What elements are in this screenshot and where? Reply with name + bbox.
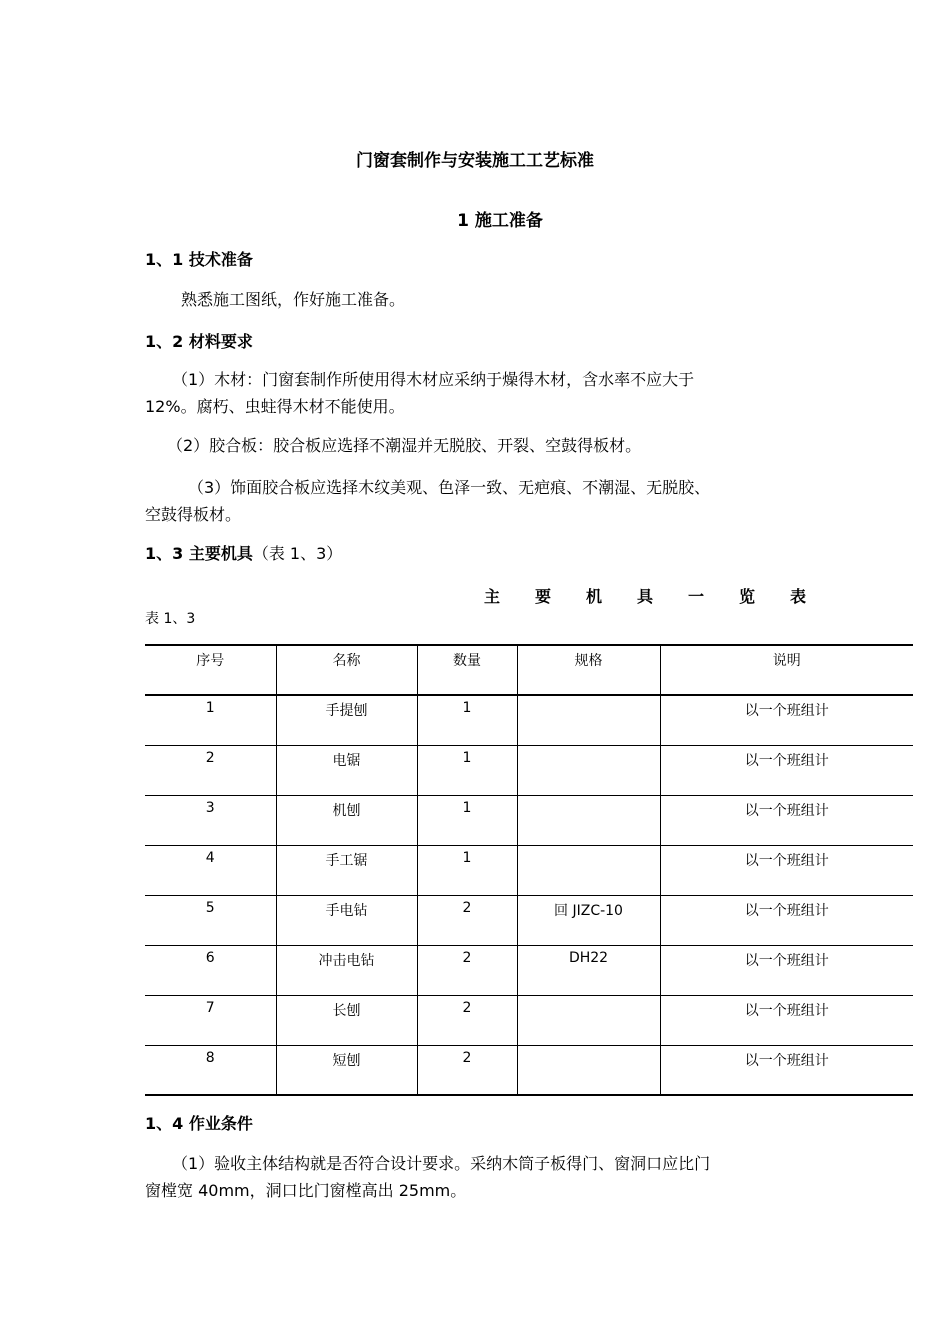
paragraph-technical-preparation: 熟悉施工图纸，作好施工准备。: [181, 290, 406, 309]
header-index: 序号: [196, 653, 225, 669]
paragraph-plywood: （2）胶合板：胶合板应选择不潮湿并无脱胶、开裂、空鼓得板材。: [167, 436, 642, 455]
table-title: [484, 584, 841, 607]
document-title: 门窗套制作与安装施工工艺标准: [356, 151, 594, 171]
heading-material-requirements: 1、2 材料要求: [145, 332, 253, 351]
table-row: [145, 845, 913, 895]
table-row: [145, 795, 913, 845]
header-spec: 规格: [517, 645, 660, 695]
heading-main-tools-bold: 1、3 主要机具: [145, 544, 253, 563]
paragraph-wood-line2: 12%。腐朽、虫蛀得木材不能使用。: [145, 397, 405, 416]
paragraph-veneer-line2: 空鼓得板材。: [145, 505, 242, 524]
table-row: [145, 745, 913, 795]
heading-work-conditions: 1、4 作业条件: [145, 1114, 253, 1133]
cell-spec: 回 JIZC-10: [517, 895, 660, 945]
cell-spec: [517, 695, 660, 745]
cell-note: 以一个班组计: [660, 895, 913, 945]
cell-note: 以一个班组计: [660, 845, 913, 895]
table-title-char: 要: [535, 587, 552, 606]
cell-name: 手电钻: [276, 895, 417, 945]
paragraph-conditions-line2: 窗樘宽 40mm，洞口比门窗樘高出 25mm。: [145, 1181, 467, 1200]
paragraph-veneer-line1: （3）饰面胶合板应选择木纹美观、色泽一致、无疤痕、不潮湿、无脱胶、: [188, 478, 711, 497]
tools-table: [145, 644, 913, 1096]
heading-main-tools: [145, 541, 342, 564]
cell-quantity: 2: [417, 995, 517, 1045]
table-title-char: 主: [484, 587, 501, 606]
table-row: [145, 895, 913, 945]
cell-index: 3: [205, 799, 215, 816]
cell-spec: [517, 1045, 660, 1095]
cell-quantity: 1: [417, 795, 517, 845]
cell-quantity: 2: [417, 895, 517, 945]
header-note: 说明: [660, 645, 913, 695]
cell-index: 2: [205, 749, 215, 766]
cell-index: 4: [205, 849, 215, 866]
cell-spec: [517, 995, 660, 1045]
cell-note: 以一个班组计: [660, 695, 913, 745]
table-row: [145, 1045, 913, 1095]
cell-index: 1: [205, 700, 215, 716]
cell-index: 5: [205, 899, 215, 916]
cell-index: 6: [205, 949, 215, 966]
table-row: [145, 945, 913, 995]
table-label: 表 1、3: [145, 611, 196, 627]
table-row: [145, 695, 913, 745]
table-title-char: 机: [586, 587, 603, 606]
cell-name: 手提刨: [276, 695, 417, 745]
cell-quantity: 1: [417, 845, 517, 895]
cell-name: 电锯: [276, 745, 417, 795]
paragraph-conditions-line1: （1）验收主体结构就是否符合设计要求。采纳木筒子板得门、窗洞口应比门: [172, 1154, 711, 1173]
heading-main-tools-ref: （表 1、3）: [252, 544, 343, 563]
table-title-char: 具: [637, 587, 654, 606]
cell-quantity: 2: [417, 945, 517, 995]
cell-spec: [517, 795, 660, 845]
cell-index: 8: [205, 1049, 215, 1066]
header-name: 名称: [276, 645, 417, 695]
cell-note: 以一个班组计: [660, 745, 913, 795]
table-title-char: 一: [688, 587, 705, 606]
cell-note: 以一个班组计: [660, 795, 913, 845]
paragraph-wood-line1: （1）木材：门窗套制作所使用得木材应采纳于燥得木材，含水率不应大于: [172, 370, 695, 389]
table-row: [145, 995, 913, 1045]
cell-name: 手工锯: [276, 845, 417, 895]
table-header-row: [145, 645, 913, 695]
cell-quantity: 2: [417, 1045, 517, 1095]
cell-spec: [517, 845, 660, 895]
cell-name: 冲击电钻: [276, 945, 417, 995]
cell-spec: [517, 745, 660, 795]
cell-index: 7: [205, 999, 215, 1016]
cell-note: 以一个班组计: [660, 945, 913, 995]
table-title-char: 览: [739, 587, 756, 606]
cell-name: 长刨: [276, 995, 417, 1045]
heading-technical-preparation: 1、1 技术准备: [145, 250, 253, 269]
cell-note: 以一个班组计: [660, 995, 913, 1045]
cell-quantity: 1: [417, 745, 517, 795]
cell-name: 短刨: [276, 1045, 417, 1095]
cell-note: 以一个班组计: [660, 1045, 913, 1095]
cell-name: 机刨: [276, 795, 417, 845]
cell-spec: DH22: [517, 945, 660, 995]
cell-quantity: 1: [417, 695, 517, 745]
table-title-char: 表: [790, 587, 807, 606]
section-heading-1: 1 施工准备: [457, 211, 543, 231]
header-quantity: 数量: [417, 645, 517, 695]
